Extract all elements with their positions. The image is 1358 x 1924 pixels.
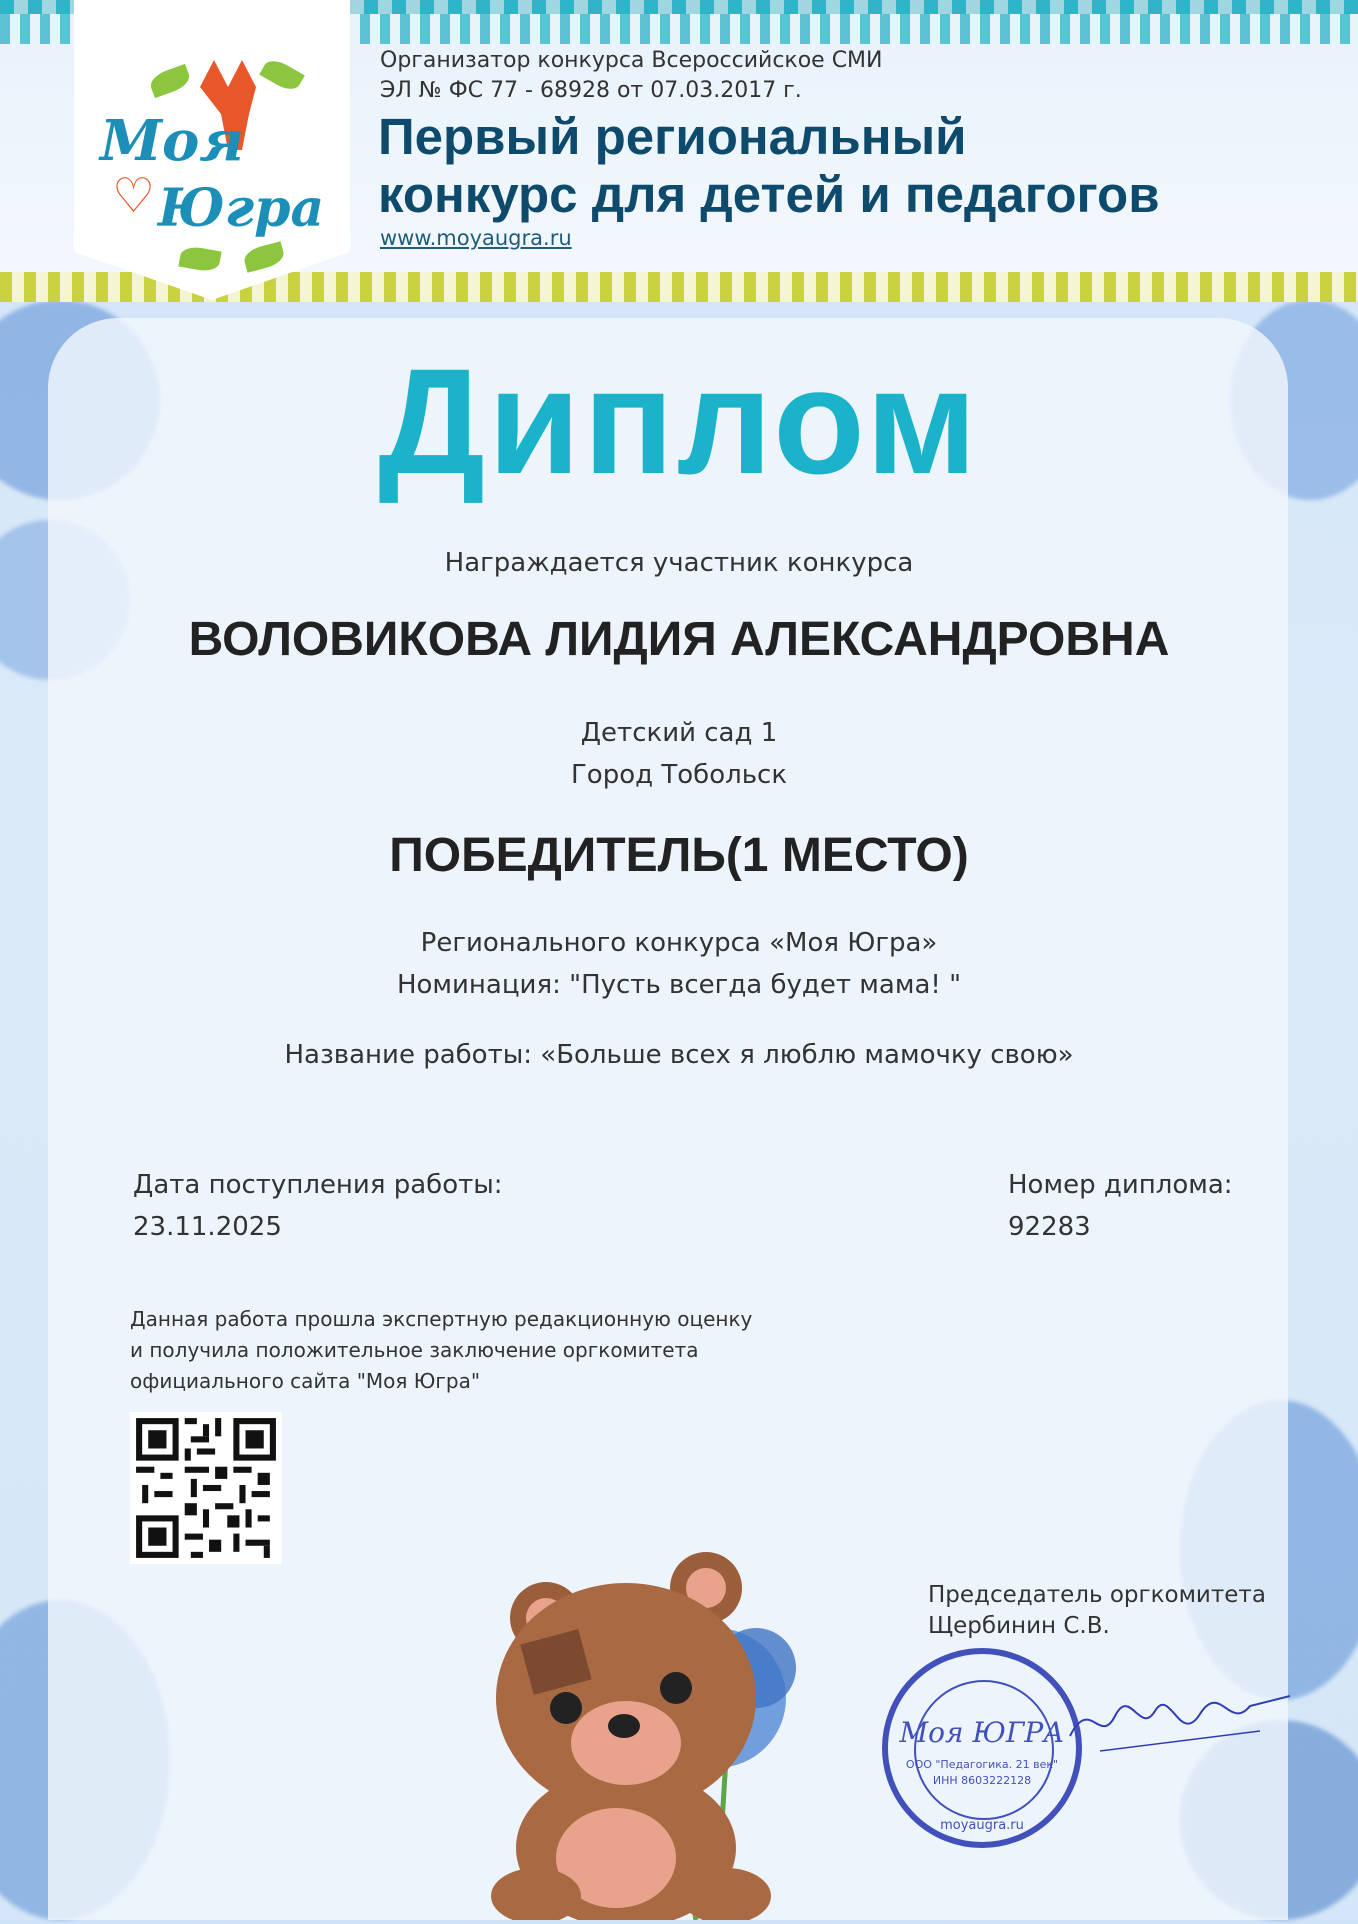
chairman-role: Председатель оргкомитета: [928, 1582, 1266, 1608]
stamp-ring: [914, 1680, 1054, 1820]
date-block: [133, 1164, 503, 1248]
stamp-bottom-text: moyaugra.ru: [940, 1818, 1024, 1833]
logo-text: Моя: [100, 108, 244, 174]
headline-line: Первый региональный: [378, 108, 967, 165]
qr-code-icon: [130, 1412, 282, 1564]
official-stamp: [882, 1648, 1082, 1848]
headline-line: конкурс для детей и педагогов: [378, 166, 1160, 223]
signature: [1060, 1676, 1300, 1780]
place-award: ПОБЕДИТЕЛЬ(1 МЕСТО): [389, 829, 969, 882]
number-block: [1008, 1164, 1233, 1248]
city: Город Тобольск: [570, 760, 788, 790]
organizer-info: [380, 46, 883, 106]
logo-text: Югра: [158, 178, 325, 239]
heart-icon: ♡: [112, 168, 156, 224]
awarded-text: Награждается участник конкурса: [444, 548, 914, 578]
institution-block: [0, 712, 1358, 796]
qr-code[interactable]: [130, 1412, 282, 1564]
contest-name: Регионального конкурса «Моя Югра»: [420, 928, 938, 958]
review-note: [130, 1304, 752, 1397]
contest-block: [0, 922, 1358, 1006]
note-line: официального сайта "Моя Югра": [130, 1369, 481, 1393]
note-line: Данная работа прошла экспертную редакционную оценку: [130, 1307, 753, 1331]
note-line: и получила положительное заключение оргкомитета: [130, 1338, 699, 1362]
chairman-name: Щербинин С.В.: [928, 1613, 1110, 1639]
teddy-bear-illustration: [466, 1548, 846, 1920]
work-title: Название работы: «Больше всех я люблю мамочку свою»: [284, 1040, 1074, 1070]
organizer-line: Организатор конкурса Всероссийское СМИ: [380, 48, 883, 73]
organizer-line: ЭЛ № ФС 77 - 68928 от 07.03.2017 г.: [380, 78, 802, 103]
recipient-name: ВОЛОВИКОВА ЛИДИЯ АЛЕКСАНДРОВНА: [188, 613, 1170, 666]
institution: Детский сад 1: [580, 718, 778, 748]
contest-headline: [378, 108, 1160, 224]
date-label: Дата поступления работы:: [133, 1170, 503, 1200]
date-value: 23.11.2025: [133, 1212, 282, 1242]
nomination: Номинация: "Пусть всегда будет мама! ": [396, 970, 962, 1000]
diploma-title: Диплом: [378, 337, 980, 505]
website-link[interactable]: www.moyaugra.ru: [380, 226, 572, 250]
number-label: Номер диплома:: [1008, 1170, 1233, 1200]
stamp-center-text: Моя ЮГРА: [899, 1716, 1065, 1749]
stamp-line: ООО "Педагогика. 21 век": [905, 1758, 1059, 1771]
chairman-block: [928, 1580, 1266, 1642]
number-value: 92283: [1008, 1212, 1091, 1242]
stamp-line: ИНН 8603222128: [932, 1774, 1032, 1787]
